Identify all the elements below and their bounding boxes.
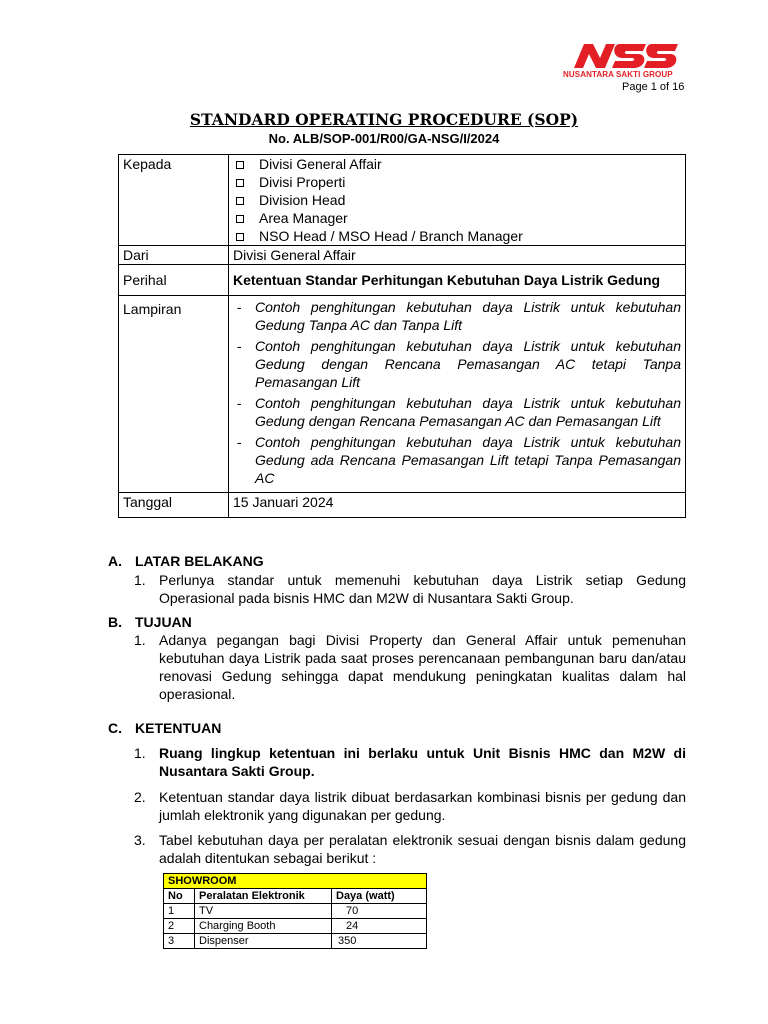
recipient-item: Area Manager xyxy=(233,209,681,227)
attachment-item: - Contoh penghitungan kebutuhan daya Listrik untuk kebutuhan Gedung dengan Rencana Pemasangan AC tetapi Tanpa Pemasangan Lift xyxy=(233,338,681,390)
recipient-item: Divisi Properti xyxy=(233,173,681,191)
table-row: 1 TV 70 xyxy=(164,904,427,919)
dari-row xyxy=(119,246,686,265)
section-c-heading: C. KETENTUAN xyxy=(108,720,222,736)
tanggal-label: Tanggal xyxy=(119,493,229,518)
attachment-item: - Contoh penghitungan kebutuhan daya Listrik untuk kebutuhan Gedung ada Rencana Pemasangan Lift tetapi Tanpa Pemasangan AC xyxy=(233,434,681,486)
table-header-row xyxy=(164,889,427,904)
lampiran-row xyxy=(119,296,686,493)
attachment-item: - Contoh penghitungan kebutuhan daya Listrik untuk kebutuhan Gedung dengan Rencana Pemasangan AC dan Pemasangan Lift xyxy=(233,395,681,429)
table-title-row xyxy=(164,874,427,889)
checkbox-icon xyxy=(236,215,244,223)
kepada-list xyxy=(229,155,686,246)
section-c-item-1: 1. Ruang lingkup ketentuan ini berlaku untuk Unit Bisnis HMC dan M2W di Nusantara Sakti Group. xyxy=(134,745,686,779)
col-header-item: Peralatan Elektronik xyxy=(195,889,332,904)
perihal-value: Ketentuan Standar Perhitungan Kebutuhan Daya Listrik Gedung xyxy=(229,265,686,296)
table-row: 3 Dispenser 350 xyxy=(164,934,427,949)
kepada-row xyxy=(119,155,686,246)
memo-info-table xyxy=(118,154,686,518)
checkbox-icon xyxy=(236,197,244,205)
col-header-no: No xyxy=(164,889,195,904)
table-title: SHOWROOM xyxy=(164,874,427,889)
checkbox-icon xyxy=(236,179,244,187)
dari-value: Divisi General Affair xyxy=(229,246,686,265)
section-a-heading: A. LATAR BELAKANG xyxy=(108,553,264,569)
brand-name: NUSANTARA SAKTI GROUP xyxy=(563,70,673,79)
checkbox-icon xyxy=(236,161,244,169)
doc-number: No. ALB/SOP-001/R00/GA-NSG/I/2024 xyxy=(268,131,500,146)
section-b-heading: B. TUJUAN xyxy=(108,614,192,630)
table-row: 2 Charging Booth 24 xyxy=(164,919,427,934)
section-c-item-3: 3. Tabel kebutuhan daya per peralatan elektronik sesuai dengan bisnis dalam gedung adalah ditentukan sebagai berikut : xyxy=(134,832,686,866)
recipient-item: Division Head xyxy=(233,191,681,209)
perihal-label: Perihal xyxy=(119,265,229,296)
doc-title: STANDARD OPERATING PROCEDURE (SOP) xyxy=(189,110,579,129)
col-header-watt: Daya (watt) xyxy=(332,889,427,904)
lampiran-label: Lampiran xyxy=(119,296,229,493)
attachment-item: - Contoh penghitungan kebutuhan daya Listrik untuk kebutuhan Gedung Tanpa AC dan Tanpa Lift xyxy=(233,299,681,333)
tanggal-value: 15 Januari 2024 xyxy=(229,493,686,518)
page-number: Page 1 of 16 xyxy=(622,81,685,93)
checkbox-icon xyxy=(236,233,244,241)
perihal-row xyxy=(119,265,686,296)
recipient-item: NSO Head / MSO Head / Branch Manager xyxy=(233,227,681,245)
showroom-power-table xyxy=(163,873,427,949)
section-b-item-1: 1. Adanya pegangan bagi Divisi Property dan General Affair untuk pemenuhan kebutuhan daya Listrik pada saat proses perencanaan pembangunan baru dan/atau renovasi Gedung sehingga dapat mendukung peningkatan kualitas dalam hal operasional. xyxy=(134,632,686,702)
section-a-item-1: 1. Perlunya standar untuk memenuhi kebutuhan daya Listrik setiap Gedung Operasional pada bisnis HMC dan M2W di Nusantara Sakti Group. xyxy=(134,572,686,606)
section-c-item-2: 2. Ketentuan standar daya listrik dibuat berdasarkan kombinasi bisnis per gedung dan jumlah elektronik yang digunakan per gedung. xyxy=(134,789,686,823)
lampiran-list xyxy=(229,296,686,493)
dari-label: Dari xyxy=(119,246,229,265)
recipient-item: Divisi General Affair xyxy=(233,155,681,173)
tanggal-row xyxy=(119,493,686,518)
kepada-label: Kepada xyxy=(119,155,229,246)
